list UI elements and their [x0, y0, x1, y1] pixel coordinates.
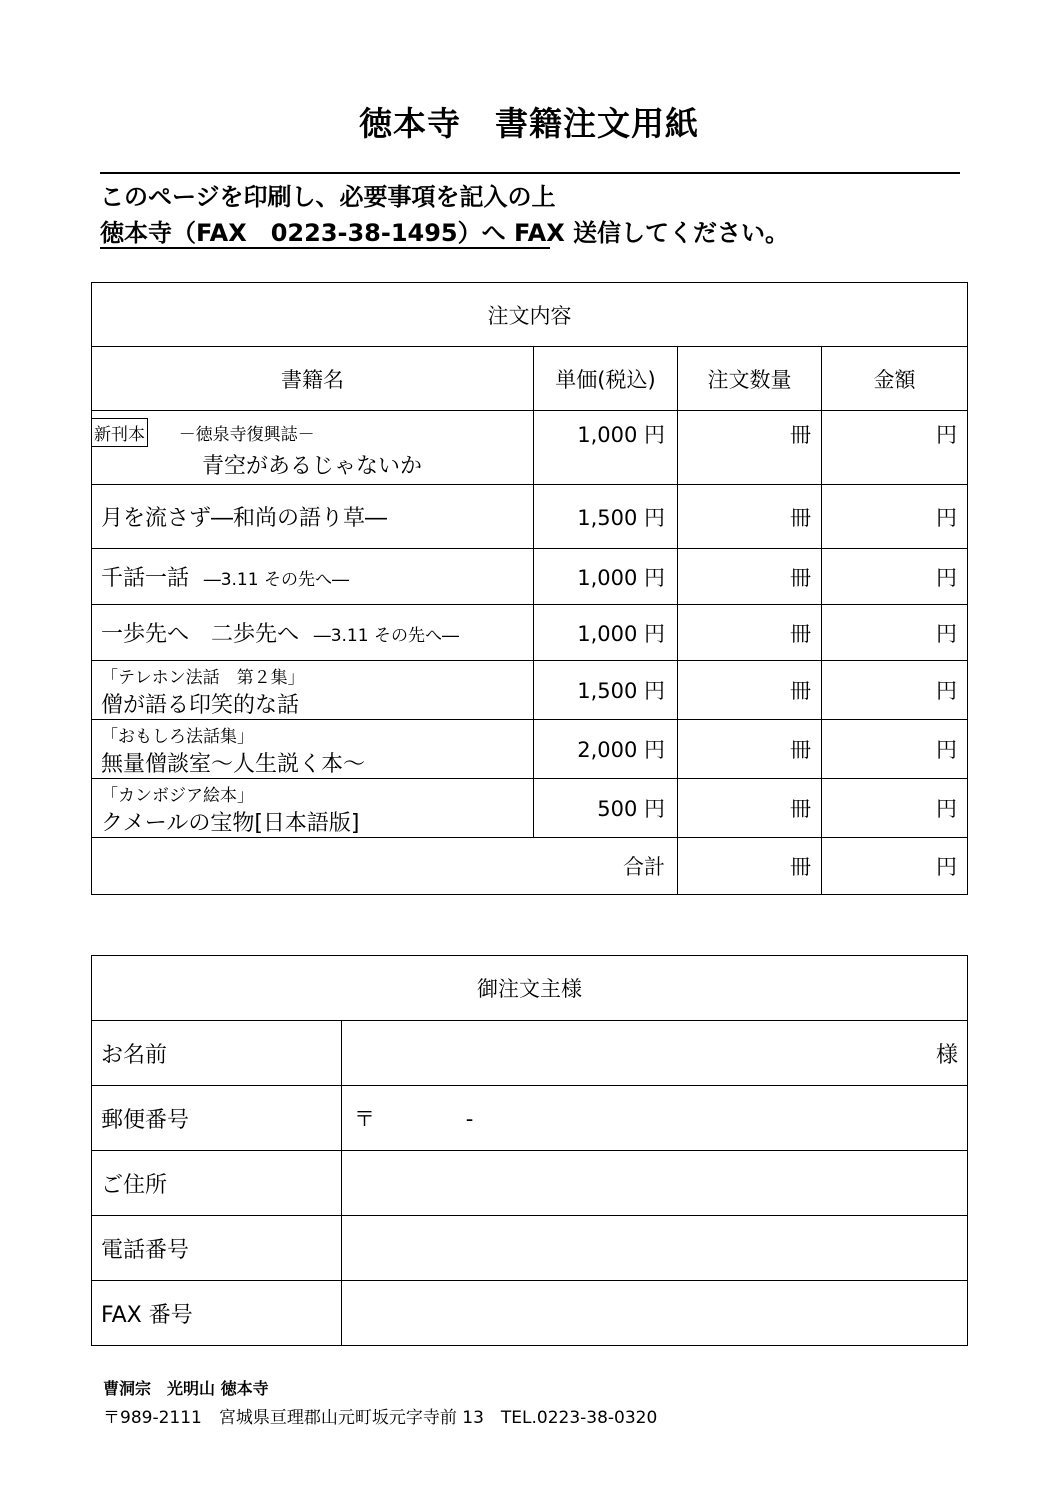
table-row	[92, 720, 968, 779]
table-row	[92, 605, 968, 661]
amount-input[interactable]: 円	[822, 720, 968, 779]
instruction-line-2: 徳本寺（FAX 0223-38-1495）へ FAX 送信してください。	[100, 219, 790, 247]
header-quantity: 注文数量	[678, 347, 822, 411]
book-name-cell	[92, 779, 534, 838]
book-title: 無量僧談室～人生説く本～	[101, 752, 366, 777]
table-row	[92, 661, 968, 720]
book-name-cell	[92, 549, 534, 605]
name-label: お名前	[92, 1021, 342, 1086]
quantity-input[interactable]: 冊	[678, 549, 822, 605]
name-field[interactable]	[342, 1021, 968, 1086]
total-label: 合計	[92, 838, 678, 895]
customer-table	[91, 955, 968, 1346]
header-unit-price: 単価(税込)	[534, 347, 678, 411]
book-title: 千話一話	[101, 566, 190, 591]
book-title: 僧が語る印笑的な話	[101, 693, 300, 718]
temple-name: 曹洞宗 光明山 徳本寺	[103, 1379, 269, 1398]
customer-table-caption: 御注文主様	[92, 956, 968, 1021]
table-row	[92, 779, 968, 838]
honorific-suffix: 様	[935, 1042, 958, 1068]
total-row	[92, 838, 968, 895]
table-row	[92, 549, 968, 605]
amount-input[interactable]: 円	[822, 411, 968, 485]
quantity-input[interactable]: 冊	[678, 605, 822, 661]
book-title: 一歩先へ 二歩先へ	[101, 622, 300, 647]
instruction-line-1: このページを印刷し、必要事項を記入の上	[100, 183, 556, 211]
phone-label: 電話番号	[92, 1216, 342, 1281]
amount-input[interactable]: 円	[822, 605, 968, 661]
book-series: 「テレホン法話 第２集」	[101, 668, 305, 688]
total-quantity-input[interactable]: 冊	[678, 838, 822, 895]
quantity-input[interactable]: 冊	[678, 485, 822, 549]
header-book-name: 書籍名	[92, 347, 534, 411]
quantity-input[interactable]: 冊	[678, 661, 822, 720]
header-rule-bottom	[100, 247, 550, 249]
quantity-input[interactable]: 冊	[678, 411, 822, 485]
amount-input[interactable]: 円	[822, 779, 968, 838]
amount-input[interactable]: 円	[822, 549, 968, 605]
header-amount: 金額	[822, 347, 968, 411]
postal-dash: -	[465, 1107, 474, 1131]
temple-address: 〒989-2111 宮城県亘理郡山元町坂元字寺前 13 TEL.0223-38-0320	[103, 1408, 658, 1428]
table-row	[92, 485, 968, 549]
book-subtitle: ―3.11 その先へ―	[203, 570, 349, 590]
quantity-input[interactable]: 冊	[678, 779, 822, 838]
total-amount-input[interactable]: 円	[822, 838, 968, 895]
book-subtitle: －徳泉寺復興誌－	[178, 425, 315, 445]
unit-price: 500 円	[534, 779, 678, 838]
address-field[interactable]	[342, 1151, 968, 1216]
book-series: 「カンボジア絵本」	[101, 786, 254, 806]
unit-price: 1,500 円	[534, 661, 678, 720]
fax-field[interactable]	[342, 1281, 968, 1346]
unit-price: 1,000 円	[534, 549, 678, 605]
postal-code-label: 郵便番号	[92, 1086, 342, 1151]
amount-input[interactable]: 円	[822, 661, 968, 720]
postal-code-field[interactable]	[342, 1086, 968, 1151]
book-name-cell	[92, 605, 534, 661]
order-table-caption: 注文内容	[92, 283, 968, 347]
book-title: クメールの宝物[日本語版]	[101, 811, 360, 836]
unit-price: 1,000 円	[534, 605, 678, 661]
quantity-input[interactable]: 冊	[678, 720, 822, 779]
table-row	[92, 411, 968, 485]
postal-mark: 〒	[354, 1107, 375, 1131]
book-name-cell	[92, 661, 534, 720]
book-subtitle: ―3.11 その先へ―	[313, 626, 459, 646]
book-name-cell	[92, 720, 534, 779]
page-title: 徳本寺 書籍注文用紙	[359, 104, 699, 143]
address-label: ご住所	[92, 1151, 342, 1216]
unit-price: 1,000 円	[534, 411, 678, 485]
amount-input[interactable]: 円	[822, 485, 968, 549]
fax-label: FAX 番号	[92, 1281, 342, 1346]
book-series: 「おもしろ法話集」	[101, 727, 254, 747]
book-name-cell	[92, 411, 534, 485]
new-release-badge: 新刊本	[91, 418, 148, 447]
book-title: 月を流さず―和尚の語り草―	[101, 506, 388, 531]
unit-price: 1,500 円	[534, 485, 678, 549]
phone-field[interactable]	[342, 1216, 968, 1281]
order-table	[91, 282, 968, 895]
unit-price: 2,000 円	[534, 720, 678, 779]
header-rule-top	[100, 172, 960, 174]
book-name-cell	[92, 485, 534, 549]
book-title: 青空があるじゃないか	[202, 454, 423, 479]
